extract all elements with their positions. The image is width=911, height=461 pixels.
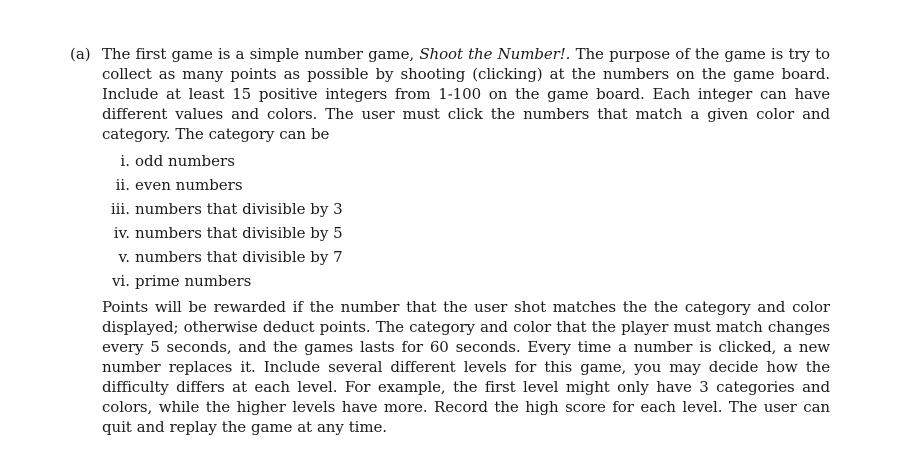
question-label: (a) [70, 45, 91, 63]
list-item-number: iv. [113, 224, 130, 242]
intro-text-2: The purpose of the game is try to collect as many points as possible by shooting (clicking) at the numbers on the game board. Include at least 15 positive integers from 1-100 on the game board. Each integer can have different values and colors. The user must click the numbers that match a given color and category. The category can be [102, 45, 830, 143]
list-item [102, 173, 830, 197]
intro-text-1: The first game is a simple number game, [102, 45, 420, 63]
list-item-text: numbers that divisible by 3 [135, 200, 343, 218]
list-item [102, 245, 830, 269]
list-item-text: even numbers [135, 176, 243, 194]
list-item-text: odd numbers [135, 152, 235, 170]
list-item-text: numbers that divisible by 5 [135, 224, 343, 242]
list-item-number: ii. [115, 176, 130, 194]
list-item-number: v. [118, 248, 130, 266]
list-item-number: i. [120, 152, 130, 170]
question-a [70, 44, 830, 437]
list-item [102, 269, 830, 293]
list-item-number: iii. [110, 200, 130, 218]
list-item [102, 197, 830, 221]
list-item-text: numbers that divisible by 7 [135, 248, 343, 266]
list-item-text: prime numbers [135, 272, 252, 290]
list-item [102, 149, 830, 173]
game-title: Shoot the Number!. [419, 45, 571, 63]
closing-paragraph: Points will be rewarded if the number that the user shot matches the the category and color displayed; otherwise deduct points. The category and color that the player must match changes every 5 seconds, and the games lasts for 60 seconds. Every time a number is clicked, a new number replaces it. Include several different levels for this game, you may decide how the difficulty differs at each level. For example, the first level might only have 3 categories and colors, while the higher levels have more. Record the high score for each level. The user can quit and replay the game at any time. [102, 298, 830, 436]
list-item-number: vi. [111, 272, 130, 290]
list-item [102, 221, 830, 245]
category-list [102, 149, 830, 293]
intro-paragraph [102, 44, 830, 144]
